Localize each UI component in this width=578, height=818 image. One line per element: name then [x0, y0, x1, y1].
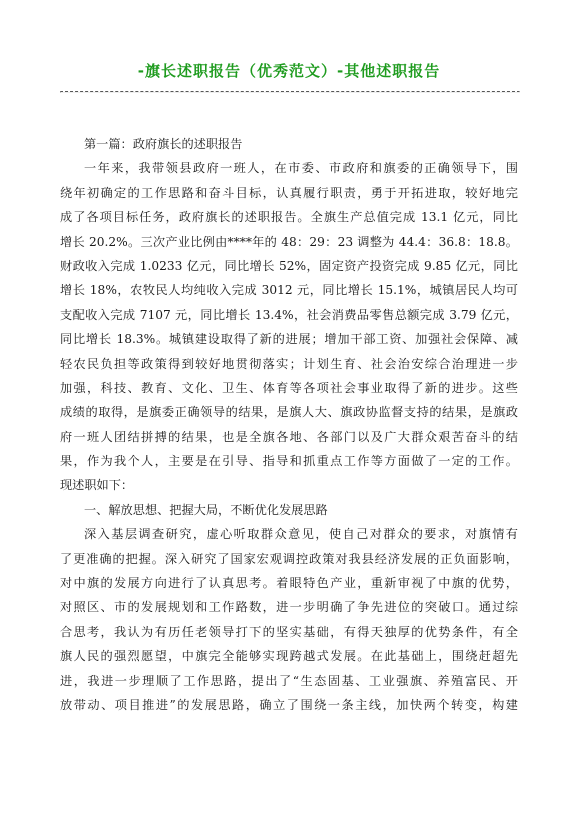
paragraph-line: 进，我进一步理顺了工作思路，提出了“生态固基、工业强旗、养殖富民、开	[60, 673, 518, 688]
paragraph-line: 了更准确的把握。深入研究了国家宏观调控政策对我县经济发展的正负面影响，	[60, 551, 518, 566]
paragraph-line: 绕年初确定的工作思路和奋斗目标，认真履行职责，勇于开拓进取，较好地完	[60, 185, 518, 200]
document-body	[60, 132, 518, 717]
section-heading: 第一篇：政府旗长的述职报告	[84, 137, 243, 151]
paragraph-line: 深入基层调查研究，虚心听取群众意见，使自己对群众的要求，对旗情有	[84, 527, 518, 542]
paragraph-line: 旗人民的强烈愿望，中旗完全能够实现跨越式发展。在此基础上，围绕赶超先	[60, 649, 518, 664]
paragraph-line: 同比增长 18.3%。城镇建设取得了新的进展；增加干部工资、加强社会保障、减	[60, 332, 518, 347]
paragraph-line: 府一班人团结拼搏的结果，也是全旗各地、各部门以及广大群众艰苦奋斗的结	[60, 429, 518, 444]
paragraph-line: 轻农民负担等政策得到较好地贯彻落实；计划生育、社会治安综合治理进一步	[60, 356, 518, 371]
paragraph-line: 对照区、市的发展规划和工作路数，进一步明确了争先进位的突破口。通过综	[60, 600, 518, 615]
paragraph-line: 对中旗的发展方向进行了认真思考。着眼特色产业，重新审视了中旗的优势，	[60, 576, 518, 591]
paragraph-line: 支配收入完成 7107 元，同比增长 13.4%，社会消费品零售总额完成 3.79 亿元，	[60, 307, 518, 322]
title-divider	[60, 91, 520, 93]
paragraph-line: 增长 20.2%。三次产业比例由****年的 48：29：23 调整为 44.4：36.8：18.8。	[60, 234, 518, 249]
paragraph-line: 财政收入完成 1.0233 亿元，同比增长 52%，固定资产投资完成 9.85 亿元，同比	[60, 258, 518, 273]
paragraph-line: 增长 18%，农牧民人均纯收入完成 3012 元，同比增长 15.1%，城镇居民人均可	[60, 283, 518, 298]
paragraph-line: 合思考，我认为有历任老领导打下的坚实基础，有得天独厚的优势条件，有全	[60, 624, 518, 639]
paragraph-line: 果，作为我个人，主要是在引导、指导和抓重点工作等方面做了一定的工作。	[60, 454, 518, 469]
paragraph-line: 加强，科技、教育、文化、卫生、体育等各项社会事业取得了新的进步。这些	[60, 380, 518, 395]
paragraph-1	[60, 156, 518, 497]
paragraph-line: 成绩的取得，是旗委正确领导的结果，是旗人大、旗政协监督支持的结果，是旗政	[60, 405, 518, 420]
paragraph-line: 一年来，我带领县政府一班人，在市委、市政府和旗委的正确领导下，围	[84, 161, 518, 176]
document-title: -旗长述职报告（优秀范文）-其他述职报告	[137, 62, 441, 80]
paragraph-line: 放带动、项目推进”的发展思路，确立了围绕一条主线，加快两个转变，构建	[60, 697, 518, 712]
paragraph-line: 成了各项目标任务，政府旗长的述职报告。全旗生产总值完成 13.1 亿元，同比	[60, 210, 518, 225]
paragraph-2	[60, 522, 518, 717]
subheading: 一、解放思想、把握大局，不断优化发展思路	[84, 502, 328, 517]
paragraph-line: 现述职如下：	[60, 478, 134, 493]
